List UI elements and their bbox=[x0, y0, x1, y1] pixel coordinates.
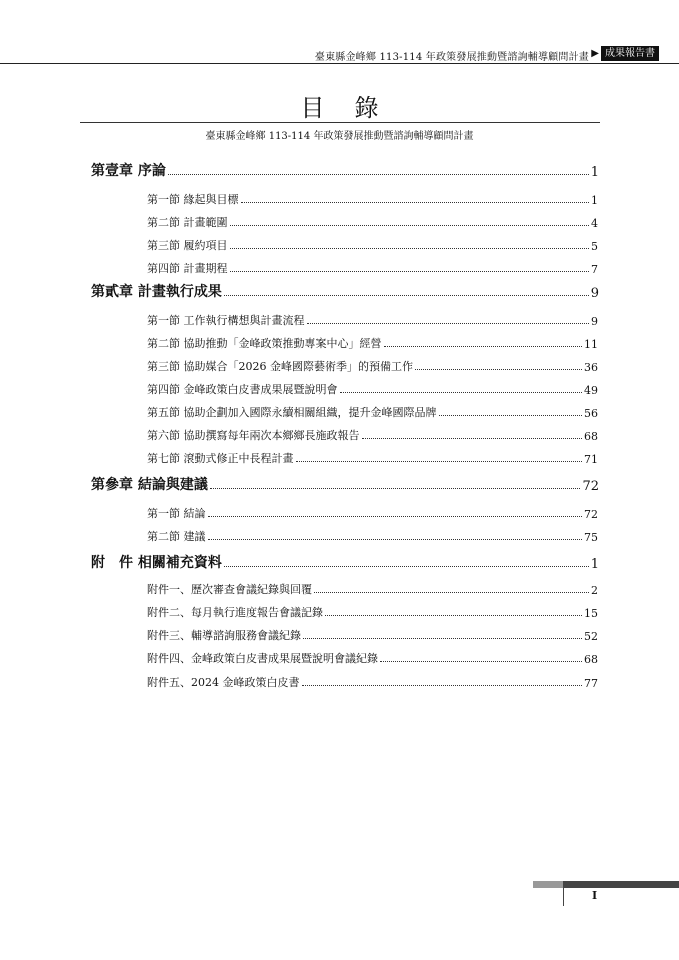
toc-entry-page: 68 bbox=[584, 653, 598, 666]
toc-entry-label: 第三節 履約項目 bbox=[147, 239, 228, 252]
toc-leader-dots bbox=[302, 684, 583, 686]
toc-chapter-entry[interactable] bbox=[91, 552, 599, 572]
toc-entry-page: 9 bbox=[590, 286, 599, 301]
toc-entry-page: 71 bbox=[584, 453, 598, 466]
header-title: 臺東縣金峰鄉 113-114 年政策發展推動暨諮詢輔導顧問計畫 bbox=[314, 52, 589, 63]
toc-section-entry[interactable] bbox=[147, 214, 598, 230]
toc-leader-dots bbox=[384, 345, 583, 347]
toc-entry-label: 附件五、2024 金峰政策白皮書 bbox=[147, 676, 300, 689]
toc-entry-page: 49 bbox=[584, 384, 598, 397]
toc-entry-page: 11 bbox=[584, 338, 598, 351]
toc-entry-page: 56 bbox=[584, 407, 598, 420]
toc-leader-dots bbox=[415, 368, 582, 370]
toc-section-entry[interactable] bbox=[147, 604, 598, 620]
footer-divider bbox=[563, 888, 564, 906]
toc-chapter-entry[interactable] bbox=[91, 160, 599, 180]
page-title: 目錄 bbox=[300, 94, 409, 122]
toc-section-entry[interactable] bbox=[147, 450, 598, 466]
toc-leader-dots bbox=[224, 294, 589, 296]
toc-leader-dots bbox=[168, 173, 589, 175]
page-header bbox=[0, 46, 679, 64]
toc-entry-page: 52 bbox=[584, 630, 598, 643]
header-report-tag: 成果報告書 bbox=[601, 46, 659, 61]
toc-entry-label: 第四節 金峰政策白皮書成果展暨說明會 bbox=[147, 383, 338, 396]
toc-entry-label: 第壹章 序論 bbox=[91, 163, 166, 179]
toc-leader-dots bbox=[325, 614, 582, 616]
toc-entry-label: 第二節 建議 bbox=[147, 530, 206, 543]
toc-entry-label: 第一節 結論 bbox=[147, 507, 206, 520]
toc-entry-page: 1 bbox=[590, 557, 599, 572]
toc-entry-page: 4 bbox=[591, 217, 598, 230]
toc-leader-dots bbox=[296, 460, 583, 462]
toc-entry-label: 第一節 工作執行構想與計畫流程 bbox=[147, 314, 305, 327]
toc-entry-label: 第六節 協助撰寫每年兩次本鄉鄉長施政報告 bbox=[147, 429, 360, 442]
toc-leader-dots bbox=[314, 591, 589, 593]
toc-entry-page: 5 bbox=[591, 240, 598, 253]
toc-entry-label: 第七節 滾動式修正中長程計畫 bbox=[147, 452, 294, 465]
toc-section-entry[interactable] bbox=[147, 674, 598, 690]
toc-section-entry[interactable] bbox=[147, 528, 598, 544]
toc-section-entry[interactable] bbox=[147, 505, 598, 521]
toc-entry-label: 第二節 計畫範圍 bbox=[147, 216, 228, 229]
toc-entry-label: 第參章 結論與建議 bbox=[91, 477, 208, 493]
toc-entry-label: 第一節 緣起與目標 bbox=[147, 193, 239, 206]
toc-leader-dots bbox=[230, 247, 590, 249]
toc-section-entry[interactable] bbox=[147, 404, 598, 420]
toc-entry-page: 1 bbox=[590, 165, 599, 180]
toc-section-entry[interactable] bbox=[147, 650, 598, 666]
toc-chapter-entry[interactable] bbox=[91, 474, 599, 494]
footer-bar-accent bbox=[533, 881, 563, 888]
toc-leader-dots bbox=[439, 414, 583, 416]
toc-leader-dots bbox=[210, 487, 581, 489]
toc-leader-dots bbox=[340, 391, 583, 393]
toc-entry-page: 68 bbox=[584, 430, 598, 443]
toc-entry-label: 第三節 協助媒合「2026 金峰國際藝術季」的預備工作 bbox=[147, 360, 413, 373]
page-number: I bbox=[592, 889, 598, 902]
page-subtitle: 臺東縣金峰鄉 113-114 年政策發展推動暨諮詢輔導顧問計畫 bbox=[205, 131, 474, 142]
toc-leader-dots bbox=[380, 660, 582, 662]
toc-section-entry[interactable] bbox=[147, 335, 598, 351]
toc-section-entry[interactable] bbox=[147, 427, 598, 443]
toc-leader-dots bbox=[362, 437, 583, 439]
toc-section-entry[interactable] bbox=[147, 381, 598, 397]
toc-section-entry[interactable] bbox=[147, 237, 598, 253]
toc-section-entry[interactable] bbox=[147, 260, 598, 276]
toc-section-entry[interactable] bbox=[147, 627, 598, 643]
toc-entry-label: 第貳章 計畫執行成果 bbox=[91, 284, 222, 300]
toc-entry-label: 附件二、每月執行進度報告會議記錄 bbox=[147, 606, 323, 619]
toc-entry-page: 2 bbox=[591, 584, 598, 597]
toc-entry-page: 77 bbox=[584, 677, 598, 690]
toc-section-entry[interactable] bbox=[147, 191, 598, 207]
toc-section-entry[interactable] bbox=[147, 581, 598, 597]
toc-leader-dots bbox=[208, 515, 583, 517]
title-divider bbox=[80, 122, 600, 123]
toc-entry-label: 附件三、輔導諮詢服務會議紀錄 bbox=[147, 629, 301, 642]
toc-leader-dots bbox=[230, 270, 590, 272]
toc-entry-label: 附 件 相關補充資料 bbox=[91, 555, 222, 571]
toc-leader-dots bbox=[303, 637, 582, 639]
header-rule bbox=[0, 63, 679, 64]
toc-entry-label: 第二節 協助推動「金峰政策推動專案中心」經營 bbox=[147, 337, 382, 350]
toc-entry-label: 附件四、金峰政策白皮書成果展暨說明會議紀錄 bbox=[147, 652, 378, 665]
toc-leader-dots bbox=[230, 224, 590, 226]
toc-leader-dots bbox=[307, 322, 590, 324]
toc-section-entry[interactable] bbox=[147, 358, 598, 374]
toc-entry-page: 36 bbox=[584, 361, 598, 374]
toc-entry-page: 72 bbox=[582, 479, 599, 494]
footer-bar bbox=[563, 881, 679, 888]
toc-entry-page: 1 bbox=[591, 194, 598, 207]
toc-leader-dots bbox=[208, 538, 583, 540]
toc-entry-page: 75 bbox=[584, 531, 598, 544]
toc-section-entry[interactable] bbox=[147, 312, 598, 328]
toc-chapter-entry[interactable] bbox=[91, 281, 599, 301]
toc-entry-label: 附件一、歷次審查會議紀錄與回覆 bbox=[147, 583, 312, 596]
header-arrow-icon: ▶ bbox=[591, 48, 599, 59]
toc-entry-label: 第五節 協助企劃加入國際永續相關組織，提升金峰國際品牌 bbox=[147, 406, 437, 419]
toc-leader-dots bbox=[241, 201, 590, 203]
toc-entry-page: 7 bbox=[591, 263, 598, 276]
toc-entry-page: 72 bbox=[584, 508, 598, 521]
toc-entry-page: 15 bbox=[584, 607, 598, 620]
toc-entry-label: 第四節 計畫期程 bbox=[147, 262, 228, 275]
toc-leader-dots bbox=[224, 565, 589, 567]
toc-entry-page: 9 bbox=[591, 315, 598, 328]
